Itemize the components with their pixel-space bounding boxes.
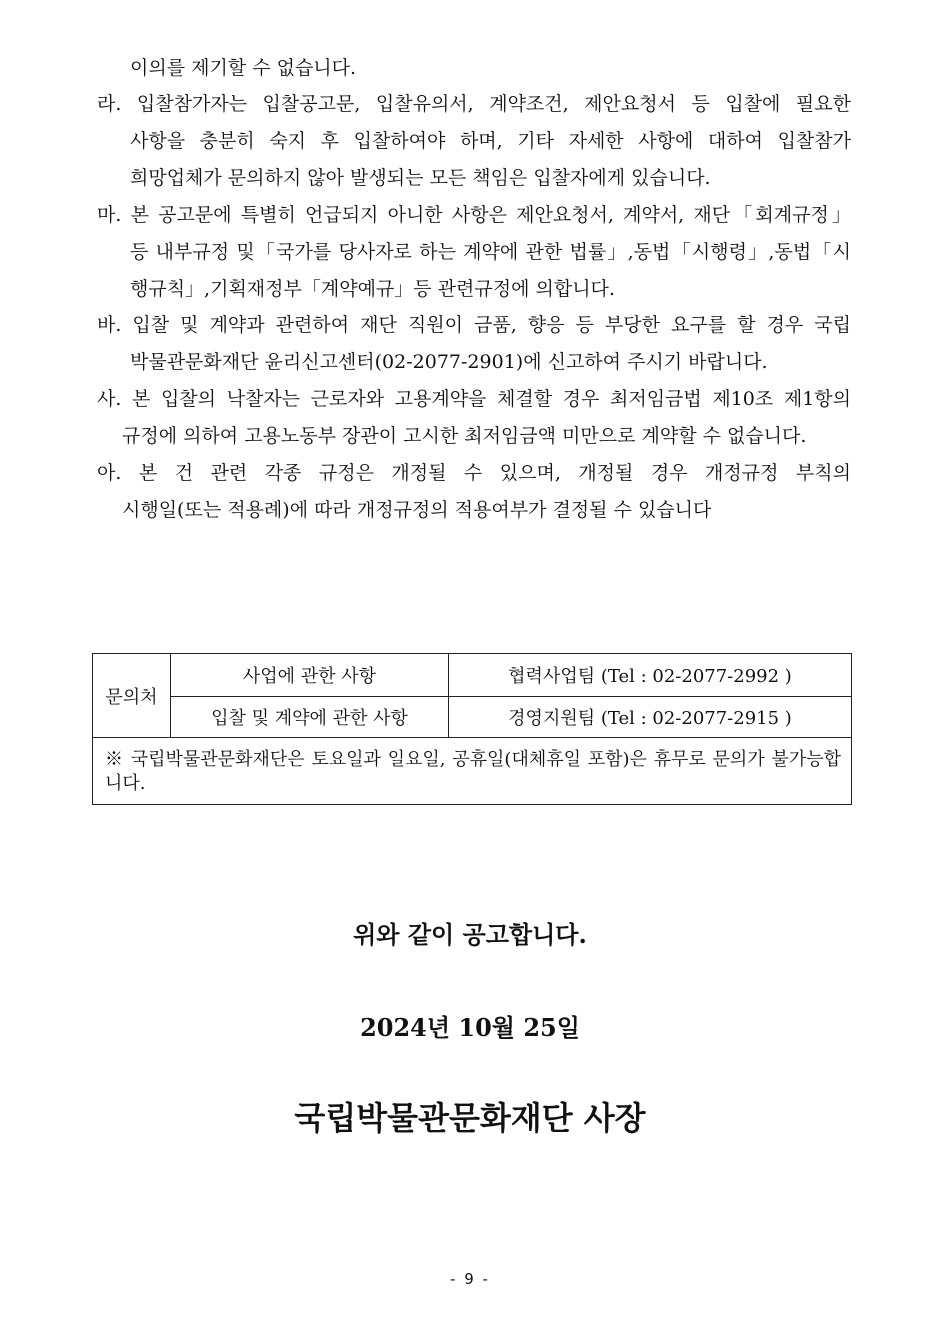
body-line: 행규칙」,기획재정부「계약예규」등 관련규정에 의합니다. bbox=[130, 278, 615, 300]
body-line: 규정에 의하여 고용노동부 장관이 고시한 최저임금액 미만으로 계약할 수 없습니다. bbox=[122, 425, 807, 447]
contact-topic-cell: 사업에 관한 사항 bbox=[171, 654, 449, 697]
page-number: - 9 - bbox=[450, 1270, 490, 1288]
contact-info-cell: 경영지원팀 (Tel : 02-2077-2915 ) bbox=[449, 697, 852, 738]
body-line: 사항을 충분히 숙지 후 입찰하여야 하며, 기타 자세한 사항에 대하여 입찰참가 bbox=[130, 130, 851, 152]
body-line: 박물관문화재단 윤리신고센터(02-2077-2901)에 신고하여 주시기 바랍니다. bbox=[130, 351, 768, 373]
contact-note: ※ 국립박물관문화재단은 토요일과 일요일, 공휴일(대체휴일 포함)은 휴무로 문의가 불가능합니다. bbox=[93, 738, 852, 805]
body-line: 시행일(또는 적용례)에 따라 개정규정의 적용여부가 결정될 수 있습니다 bbox=[122, 499, 712, 521]
body-line: 등 내부규정 및「국가를 당사자로 하는 계약에 관한 법률」,동법「시행령」,동법「시 bbox=[130, 241, 851, 263]
body-line-item-ba: 바. 입찰 및 계약과 관련하여 재단 직원이 금품, 향응 등 부당한 요구를 할 경우 국립 bbox=[97, 314, 851, 336]
contact-header-cell: 문의처 bbox=[93, 654, 171, 738]
body-line-item-ma: 마. 본 공고문에 특별히 언급되지 아니한 사항은 제안요청서, 계약서, 재단「회계규정」 bbox=[97, 204, 851, 226]
body-line: 이의를 제기할 수 없습니다. bbox=[130, 57, 357, 79]
contact-table bbox=[92, 653, 852, 805]
body-line-item-a: 아. 본 건 관련 각종 규정은 개정될 수 있으며, 개정될 경우 개정규정 부칙의 bbox=[97, 462, 851, 484]
body-line: 희망업체가 문의하지 않아 발생되는 모든 책임은 입찰자에게 있습니다. bbox=[130, 167, 711, 189]
contact-topic-cell: 입찰 및 계약에 관한 사항 bbox=[171, 697, 449, 738]
body-line-item-sa: 사. 본 입찰의 낙찰자는 근로자와 고용계약을 체결할 경우 최저임금법 제10조 제1항의 bbox=[97, 388, 851, 410]
contact-info-cell: 협력사업팀 (Tel : 02-2077-2992 ) bbox=[449, 654, 852, 697]
announcement-date: 2024년 10월 25일 bbox=[360, 1013, 580, 1042]
body-line-item-ra: 라. 입찰참가자는 입찰공고문, 입찰유의서, 계약조건, 제안요청서 등 입찰에 필요한 bbox=[97, 93, 851, 115]
closing-statement: 위와 같이 공고합니다. bbox=[353, 920, 587, 949]
signatory: 국립박물관문화재단 사장 bbox=[294, 1099, 646, 1137]
